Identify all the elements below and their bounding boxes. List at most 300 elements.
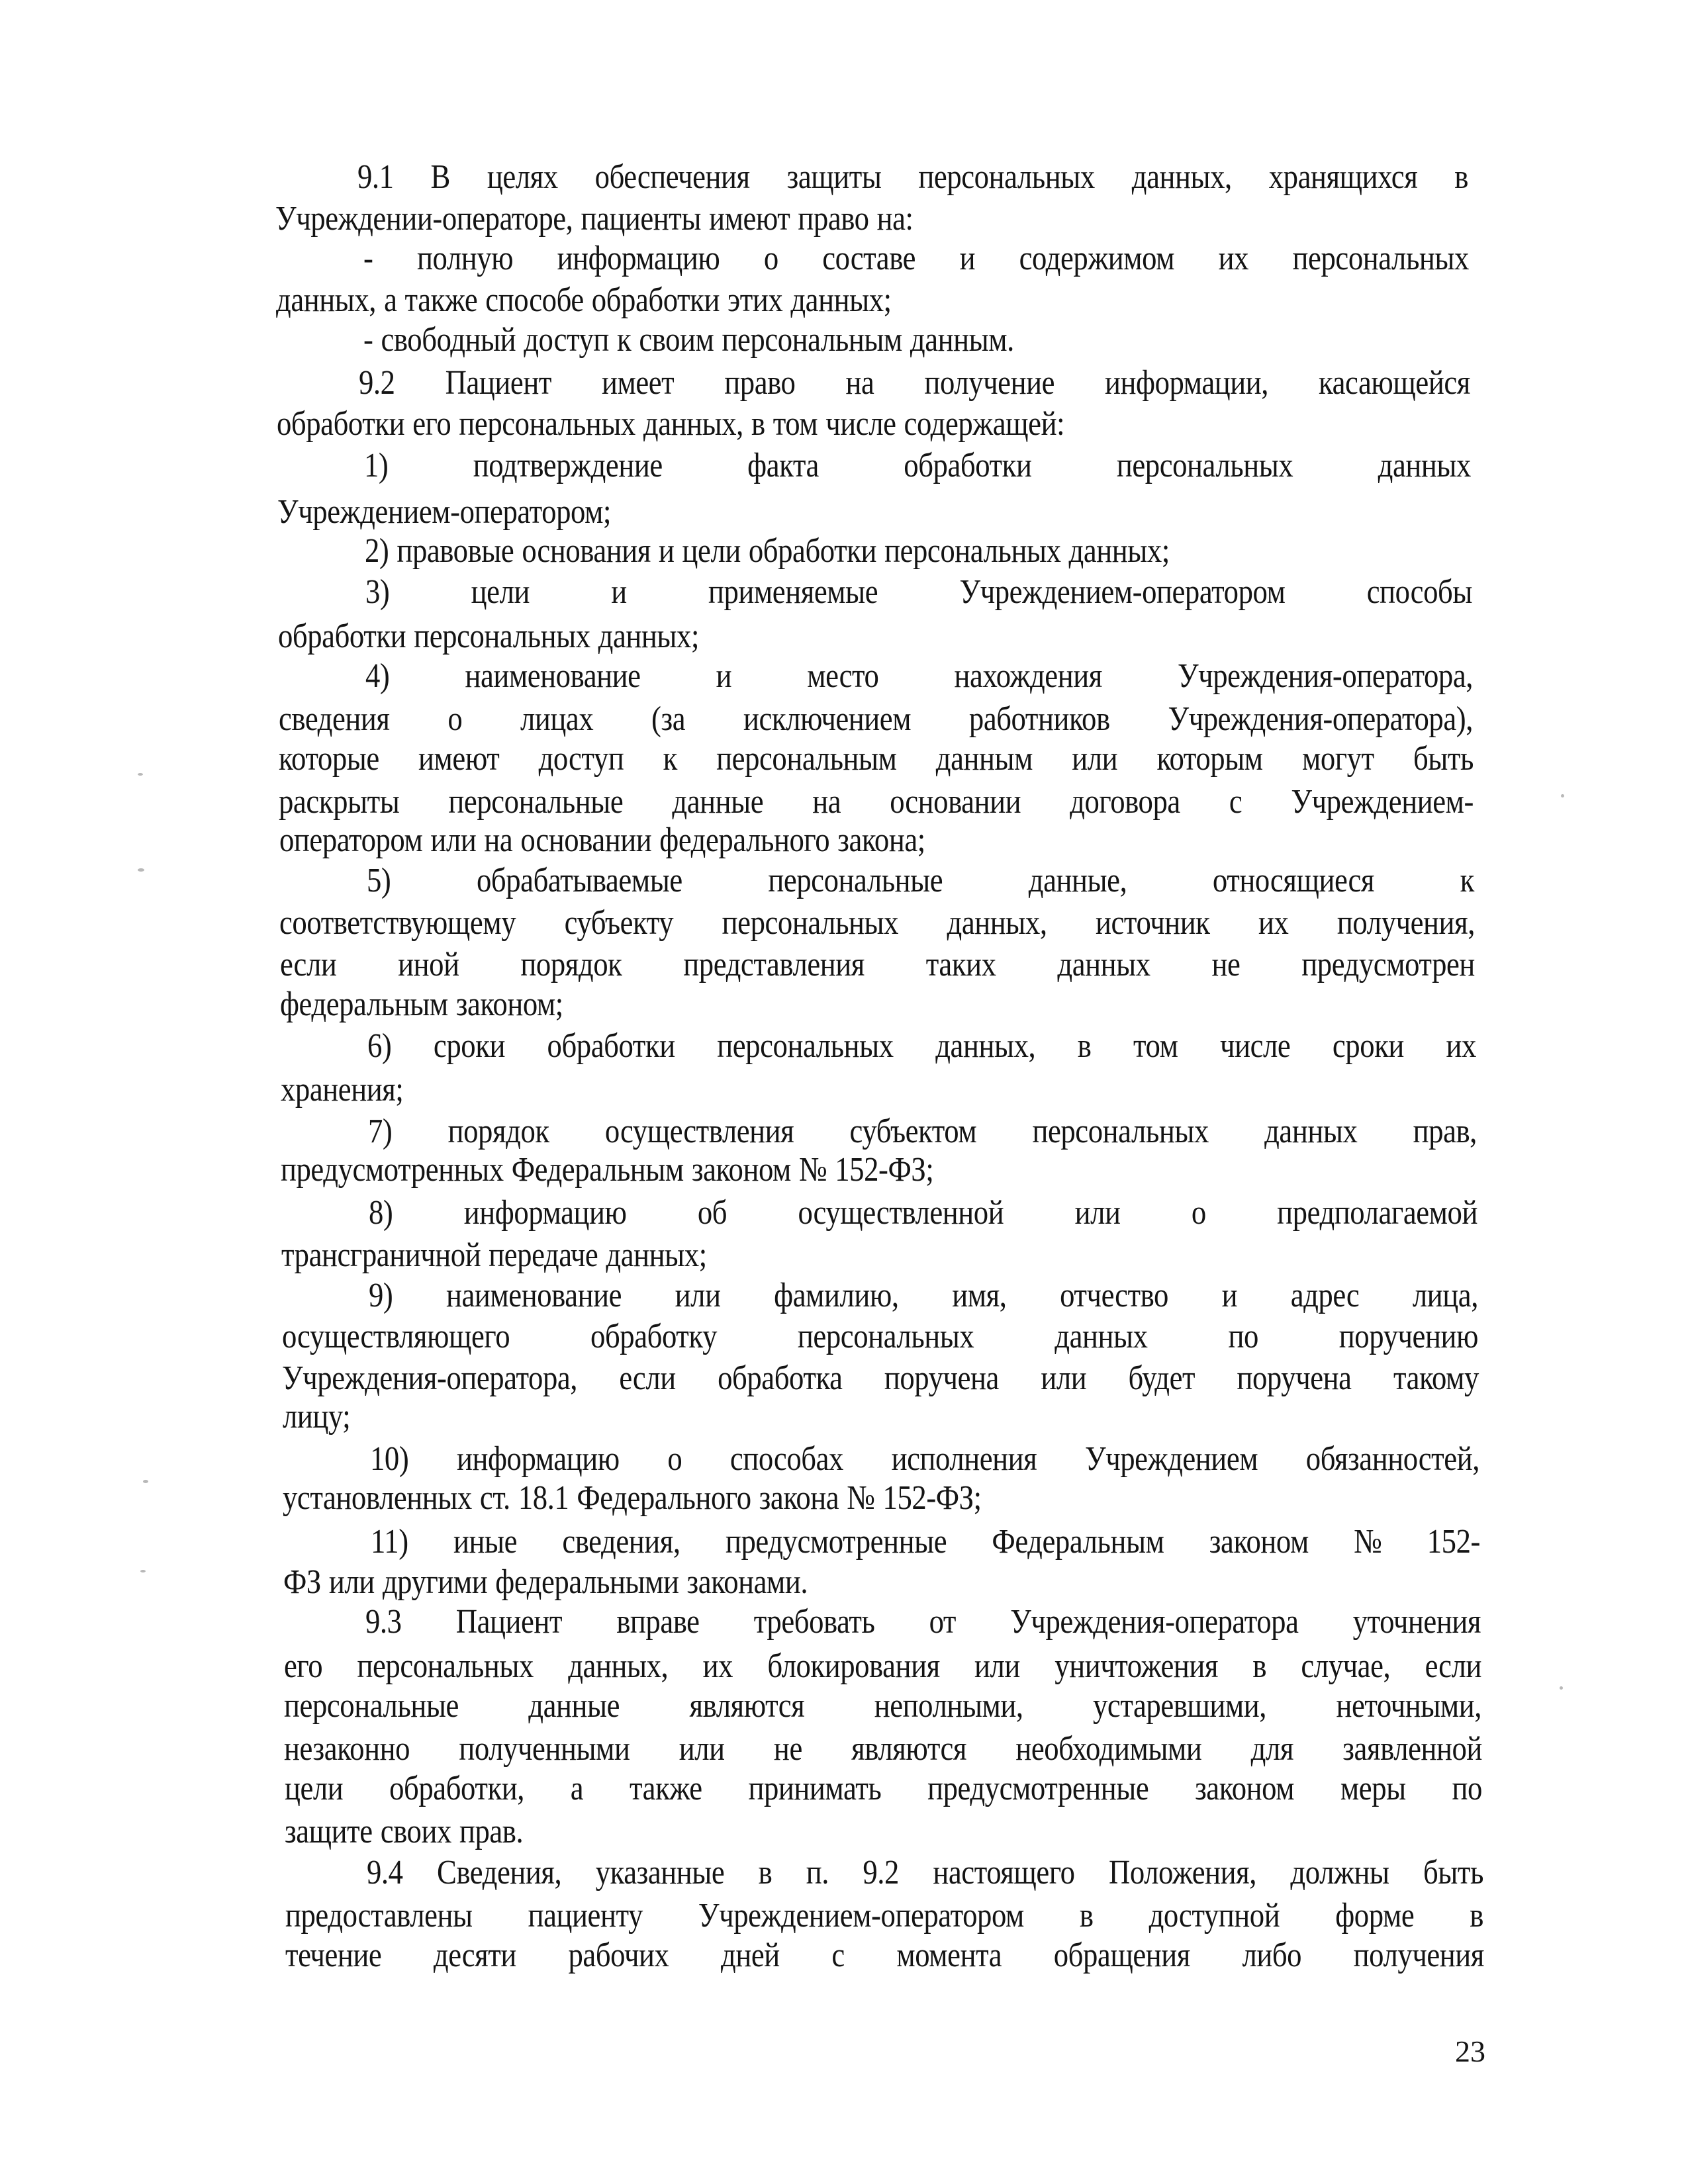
word: данных, bbox=[643, 405, 743, 443]
text-line bbox=[285, 1811, 1315, 1853]
word: данных; bbox=[1068, 532, 1170, 570]
word: договора bbox=[1070, 783, 1180, 821]
word: на bbox=[484, 821, 513, 859]
word: с bbox=[831, 1936, 845, 1974]
word: или bbox=[1072, 740, 1118, 778]
word: 9) bbox=[369, 1277, 393, 1314]
text-line bbox=[277, 491, 1304, 533]
word: место bbox=[807, 657, 879, 695]
text-line bbox=[279, 902, 1475, 944]
text-line bbox=[283, 1396, 1312, 1438]
word: 8) bbox=[369, 1194, 393, 1232]
text-line bbox=[285, 1934, 1484, 1977]
word: полученными bbox=[459, 1730, 630, 1768]
word: его bbox=[412, 405, 451, 443]
word: том bbox=[773, 405, 818, 443]
word: их bbox=[702, 1647, 733, 1685]
word: способе bbox=[485, 281, 584, 319]
word: закона bbox=[759, 1479, 839, 1517]
word: персональных bbox=[414, 617, 590, 655]
word: том bbox=[1133, 1027, 1178, 1065]
word: также bbox=[630, 1770, 702, 1807]
text-line bbox=[282, 1316, 1478, 1358]
word: факта bbox=[747, 447, 819, 484]
word: или bbox=[1041, 1359, 1087, 1397]
word: быть bbox=[1423, 1854, 1483, 1891]
word: применяемые bbox=[708, 573, 878, 611]
word: и bbox=[716, 657, 732, 695]
page-number: 23 bbox=[1455, 2034, 1485, 2068]
text-line bbox=[280, 944, 1475, 986]
word: рабочих bbox=[568, 1936, 669, 1974]
word: форме bbox=[1335, 1897, 1415, 1934]
word: персональных bbox=[1032, 1113, 1209, 1150]
word: лицах bbox=[520, 700, 594, 738]
word: Федеральным bbox=[511, 1151, 684, 1189]
word: работников bbox=[968, 700, 1110, 738]
word: осуществления bbox=[604, 1113, 794, 1150]
word: законом bbox=[1195, 1770, 1295, 1807]
word: в bbox=[1079, 1897, 1094, 1934]
text-line bbox=[281, 1149, 1309, 1191]
word: данные, bbox=[1028, 862, 1127, 899]
word: передаче bbox=[489, 1236, 598, 1274]
word: право bbox=[798, 200, 869, 238]
word: персональных bbox=[717, 1027, 894, 1065]
word: о bbox=[447, 700, 463, 738]
scan-speck bbox=[140, 1570, 146, 1572]
text-line bbox=[279, 738, 1474, 780]
word: а bbox=[570, 1770, 584, 1807]
word: этих bbox=[727, 281, 783, 319]
word: лица, bbox=[1412, 1277, 1478, 1314]
word: на: bbox=[876, 200, 914, 238]
word: персональные bbox=[768, 862, 943, 899]
word: на bbox=[812, 783, 841, 821]
word: относящиеся bbox=[1212, 862, 1375, 899]
word: получения, bbox=[1336, 904, 1475, 942]
text-line bbox=[283, 1561, 1313, 1604]
word: если bbox=[619, 1359, 676, 1397]
word: предусмотренные bbox=[725, 1523, 947, 1561]
word: персональным bbox=[722, 321, 902, 359]
word: цели bbox=[682, 532, 741, 570]
word: предусмотрен bbox=[1301, 946, 1475, 983]
word: обработки bbox=[904, 447, 1032, 484]
text-line bbox=[279, 781, 1474, 823]
word: 11) bbox=[371, 1523, 408, 1561]
word: порядок bbox=[447, 1113, 549, 1150]
word: обработки, bbox=[389, 1770, 525, 1807]
word: устаревшими, bbox=[1092, 1687, 1267, 1725]
word: неточными, bbox=[1336, 1687, 1481, 1725]
word: 7) bbox=[368, 1113, 393, 1150]
text-line bbox=[284, 1645, 1481, 1688]
word: Федерального bbox=[577, 1479, 751, 1517]
word: данные bbox=[528, 1687, 620, 1725]
word: 9.1 bbox=[357, 158, 394, 196]
text-line bbox=[365, 571, 1472, 614]
word: информацию bbox=[456, 1440, 620, 1478]
word: персональных bbox=[797, 1318, 974, 1355]
word: обработки bbox=[278, 617, 406, 655]
word: о bbox=[763, 240, 778, 277]
word: иные bbox=[453, 1523, 518, 1561]
word: Положения, bbox=[1108, 1854, 1257, 1891]
text-line bbox=[367, 1025, 1476, 1068]
word: персональных bbox=[459, 405, 635, 443]
word: его bbox=[284, 1647, 323, 1685]
word: обязанностей, bbox=[1305, 1440, 1479, 1478]
word: имя, bbox=[952, 1277, 1007, 1314]
word: Учреждении-операторе, bbox=[275, 200, 573, 238]
text-line bbox=[282, 1357, 1479, 1400]
text-line bbox=[369, 1192, 1477, 1234]
word: с bbox=[1229, 783, 1243, 821]
word: свободный bbox=[381, 321, 516, 359]
word: блокирования bbox=[767, 1647, 940, 1685]
word: в bbox=[751, 405, 765, 443]
word: сведения bbox=[279, 700, 390, 738]
word: персональных bbox=[884, 532, 1061, 570]
word: персональных bbox=[1292, 240, 1469, 277]
word: Сведения, bbox=[436, 1854, 562, 1891]
word: в bbox=[1470, 1897, 1483, 1934]
word: данных bbox=[1264, 1113, 1358, 1150]
word: защите bbox=[285, 1813, 373, 1850]
word: Учреждения-оператора), bbox=[1168, 700, 1473, 738]
word: персональные bbox=[284, 1687, 459, 1725]
word: доступ bbox=[538, 740, 624, 778]
word: данных, bbox=[568, 1647, 669, 1685]
word: к bbox=[663, 740, 677, 778]
word: сроки bbox=[433, 1027, 506, 1065]
word: ФЗ bbox=[283, 1563, 321, 1601]
word: имеют bbox=[418, 740, 500, 778]
word: а bbox=[384, 281, 397, 319]
word: настоящего bbox=[933, 1854, 1075, 1891]
word: персональных bbox=[918, 158, 1095, 196]
word: законом bbox=[691, 1151, 791, 1189]
word: способы bbox=[1366, 573, 1472, 611]
word: исключением bbox=[743, 700, 912, 738]
word: федеральными bbox=[495, 1563, 679, 1601]
word: 152-ФЗ; bbox=[882, 1479, 982, 1517]
word: содержащей: bbox=[904, 405, 1065, 443]
word: фамилию, bbox=[774, 1277, 899, 1314]
word: к bbox=[1460, 862, 1474, 899]
word: обрабатываемые bbox=[476, 862, 682, 899]
word: незаконно bbox=[284, 1730, 410, 1768]
word: персональных bbox=[357, 1647, 534, 1685]
word: 9.3 bbox=[365, 1603, 402, 1641]
word: 152-ФЗ; bbox=[835, 1151, 934, 1189]
word: хранящихся bbox=[1268, 158, 1418, 196]
text-line bbox=[365, 655, 1473, 698]
word: для bbox=[1250, 1730, 1294, 1768]
word: основании bbox=[890, 783, 1021, 821]
scan-speck bbox=[143, 1480, 148, 1483]
text-line bbox=[365, 530, 1317, 572]
word: 5) bbox=[367, 862, 391, 899]
word: о bbox=[667, 1440, 682, 1478]
word: законами. bbox=[686, 1563, 808, 1601]
word: об bbox=[697, 1194, 727, 1232]
text-line bbox=[276, 279, 1303, 322]
word: меры bbox=[1340, 1770, 1406, 1807]
word: предусмотренных bbox=[281, 1151, 504, 1189]
text-line bbox=[370, 1438, 1479, 1480]
word: исполнения bbox=[891, 1440, 1037, 1478]
word: пациенту bbox=[528, 1897, 643, 1934]
word: числе bbox=[1220, 1027, 1291, 1065]
word: субъектом bbox=[849, 1113, 977, 1150]
word: и bbox=[959, 240, 976, 277]
word: случае, bbox=[1301, 1647, 1391, 1685]
word: являются bbox=[851, 1730, 967, 1768]
word: лицу; bbox=[283, 1398, 351, 1435]
word: доступ bbox=[524, 321, 609, 359]
word: субъекту bbox=[564, 904, 674, 942]
word: цели bbox=[285, 1770, 344, 1807]
word: должны bbox=[1290, 1854, 1389, 1891]
word: целях bbox=[487, 158, 558, 196]
word: в bbox=[1454, 158, 1468, 196]
word: - bbox=[363, 240, 373, 277]
word: Учреждения-оператора, bbox=[1177, 657, 1473, 695]
word: своих bbox=[380, 1813, 451, 1850]
word: которые bbox=[279, 740, 379, 778]
word: обращения bbox=[1053, 1936, 1190, 1974]
word: не bbox=[773, 1730, 802, 1768]
word: содержимом bbox=[1019, 240, 1175, 277]
text-line bbox=[277, 403, 1303, 445]
word: основания bbox=[522, 532, 651, 570]
text-line bbox=[279, 819, 1307, 862]
word: данных; bbox=[598, 617, 699, 655]
word: раскрыты bbox=[279, 783, 400, 821]
word: сроки bbox=[1332, 1027, 1404, 1065]
word: отчество bbox=[1060, 1277, 1168, 1314]
word: 9.4 bbox=[367, 1854, 403, 1891]
word: сведения, bbox=[562, 1523, 680, 1561]
word: их bbox=[1446, 1027, 1476, 1065]
text-line bbox=[357, 156, 1468, 199]
word: обработки bbox=[748, 532, 877, 570]
word: способах bbox=[729, 1440, 843, 1478]
word: которым bbox=[1156, 740, 1263, 778]
word: Учреждения-оператора, bbox=[282, 1359, 578, 1397]
word: порядок bbox=[520, 946, 622, 983]
word: данным. bbox=[910, 321, 1014, 359]
word: осуществляющего bbox=[282, 1318, 510, 1355]
word: в bbox=[1252, 1647, 1267, 1685]
word: персональных bbox=[1116, 447, 1293, 484]
word: обработки bbox=[591, 281, 720, 319]
word: 9.2 bbox=[863, 1854, 899, 1891]
word: данных bbox=[1378, 447, 1471, 484]
word: информацию bbox=[557, 240, 720, 277]
word: своим bbox=[639, 321, 714, 359]
word: или bbox=[1074, 1194, 1121, 1232]
word: или bbox=[974, 1647, 1020, 1685]
word: прав, bbox=[1413, 1113, 1477, 1150]
word: обработку bbox=[590, 1318, 718, 1355]
word: защиты bbox=[786, 158, 882, 196]
word: Учреждением-оператором bbox=[959, 573, 1286, 611]
word: о bbox=[1191, 1194, 1206, 1232]
word: течение bbox=[285, 1936, 382, 1974]
word: и bbox=[611, 573, 627, 611]
word: 4) bbox=[365, 657, 390, 695]
word: закона; bbox=[837, 821, 925, 859]
word: по bbox=[1452, 1770, 1482, 1807]
word: на bbox=[845, 364, 874, 402]
word: заявленной bbox=[1342, 1730, 1482, 1768]
word: 9.2 bbox=[359, 364, 395, 402]
word: представления bbox=[683, 946, 865, 983]
word: их bbox=[1258, 904, 1289, 942]
word: федеральным bbox=[280, 985, 448, 1023]
word: будет bbox=[1128, 1359, 1196, 1397]
word: - bbox=[363, 321, 373, 359]
word: подтверждение bbox=[473, 447, 663, 484]
word: хранения; bbox=[281, 1071, 404, 1109]
text-line bbox=[364, 445, 1471, 487]
text-line bbox=[371, 1521, 1480, 1563]
text-line bbox=[281, 1234, 1310, 1277]
text-line bbox=[285, 1895, 1483, 1937]
word: прав. bbox=[459, 1813, 524, 1850]
word: 2) bbox=[365, 532, 389, 570]
word: № bbox=[847, 1479, 875, 1517]
word: информации, bbox=[1105, 364, 1268, 402]
word: таких bbox=[925, 946, 996, 983]
word: информацию bbox=[463, 1194, 627, 1232]
word: п. bbox=[806, 1854, 829, 1891]
word: 1) bbox=[364, 447, 389, 484]
word: уточнения bbox=[1352, 1603, 1481, 1641]
text-line bbox=[367, 1852, 1483, 1894]
text-line bbox=[278, 615, 1305, 658]
word: данных, bbox=[935, 1027, 1036, 1065]
word: наименование bbox=[446, 1277, 622, 1314]
text-line bbox=[283, 1477, 1313, 1520]
word: 152- bbox=[1427, 1523, 1480, 1561]
word: данных; bbox=[790, 281, 892, 319]
word: В bbox=[430, 158, 450, 196]
word: установленных bbox=[283, 1479, 472, 1517]
word: уничтожения bbox=[1055, 1647, 1219, 1685]
text-line bbox=[279, 698, 1473, 741]
word: или bbox=[430, 821, 477, 859]
word: обработки bbox=[277, 405, 405, 443]
word: (за bbox=[651, 700, 686, 738]
word: Учреждением-оператором; bbox=[277, 493, 611, 531]
word: требовать bbox=[753, 1603, 875, 1641]
word: или bbox=[679, 1730, 725, 1768]
word: данных bbox=[1057, 946, 1150, 983]
word: не bbox=[1211, 946, 1241, 983]
word: к bbox=[616, 321, 632, 359]
word: данным bbox=[935, 740, 1033, 778]
word: адрес bbox=[1290, 1277, 1360, 1314]
scan-speck bbox=[138, 868, 144, 872]
word: касающейся bbox=[1319, 364, 1470, 402]
text-line bbox=[275, 198, 1302, 240]
word: обеспечения bbox=[594, 158, 750, 196]
word: данных; bbox=[606, 1236, 707, 1274]
word: поручена bbox=[884, 1359, 999, 1397]
word: в bbox=[1077, 1027, 1092, 1065]
word: также bbox=[404, 281, 478, 319]
word: указанные bbox=[595, 1854, 725, 1891]
word: если bbox=[280, 946, 337, 983]
word: от bbox=[929, 1603, 957, 1641]
word: основании bbox=[520, 821, 652, 859]
word: принимать bbox=[748, 1770, 882, 1807]
word: оператором bbox=[279, 821, 423, 859]
text-line bbox=[359, 362, 1470, 404]
word: или bbox=[328, 1563, 375, 1601]
word: предоставлены bbox=[285, 1897, 473, 1934]
word: данных, bbox=[276, 281, 377, 319]
word: право bbox=[724, 364, 796, 402]
word: цели bbox=[471, 573, 530, 611]
word: 3) bbox=[365, 573, 390, 611]
word: получение bbox=[924, 364, 1055, 402]
word: имеют bbox=[709, 200, 790, 238]
scan-speck bbox=[1560, 1686, 1563, 1690]
word: вправе bbox=[616, 1603, 700, 1641]
word: ст. bbox=[479, 1479, 510, 1517]
word: данные bbox=[672, 783, 764, 821]
text-line bbox=[281, 1069, 1309, 1111]
text-line bbox=[365, 1601, 1481, 1643]
word: поручению bbox=[1338, 1318, 1478, 1355]
word: соответствующему bbox=[279, 904, 516, 942]
word: имеет bbox=[601, 364, 675, 402]
word: их bbox=[1218, 240, 1249, 277]
word: персональных bbox=[722, 904, 899, 942]
word: полную bbox=[416, 240, 514, 277]
word: персональным bbox=[716, 740, 897, 778]
word: данных, bbox=[1131, 158, 1232, 196]
word: 10) bbox=[370, 1440, 409, 1478]
word: источник bbox=[1096, 904, 1210, 942]
word: 6) bbox=[367, 1027, 392, 1065]
word: другими bbox=[382, 1563, 488, 1601]
word: неполными, bbox=[874, 1687, 1023, 1725]
word: правовые bbox=[397, 532, 514, 570]
word: наименование bbox=[465, 657, 641, 695]
word: или bbox=[675, 1277, 721, 1314]
word: такому bbox=[1393, 1359, 1479, 1397]
text-line bbox=[280, 983, 1308, 1026]
scan-speck bbox=[138, 773, 143, 776]
word: предполагаемой bbox=[1277, 1194, 1477, 1232]
text-line bbox=[363, 238, 1469, 280]
word: Учреждением- bbox=[1291, 783, 1474, 821]
word: Федеральным bbox=[992, 1523, 1164, 1561]
word: данных bbox=[1055, 1318, 1148, 1355]
word: составе bbox=[822, 240, 916, 277]
word: законом bbox=[1209, 1523, 1309, 1561]
word: Пациент bbox=[455, 1603, 563, 1641]
text-line bbox=[369, 1275, 1478, 1317]
word: десяти bbox=[433, 1936, 516, 1974]
scan-speck bbox=[1561, 794, 1564, 797]
